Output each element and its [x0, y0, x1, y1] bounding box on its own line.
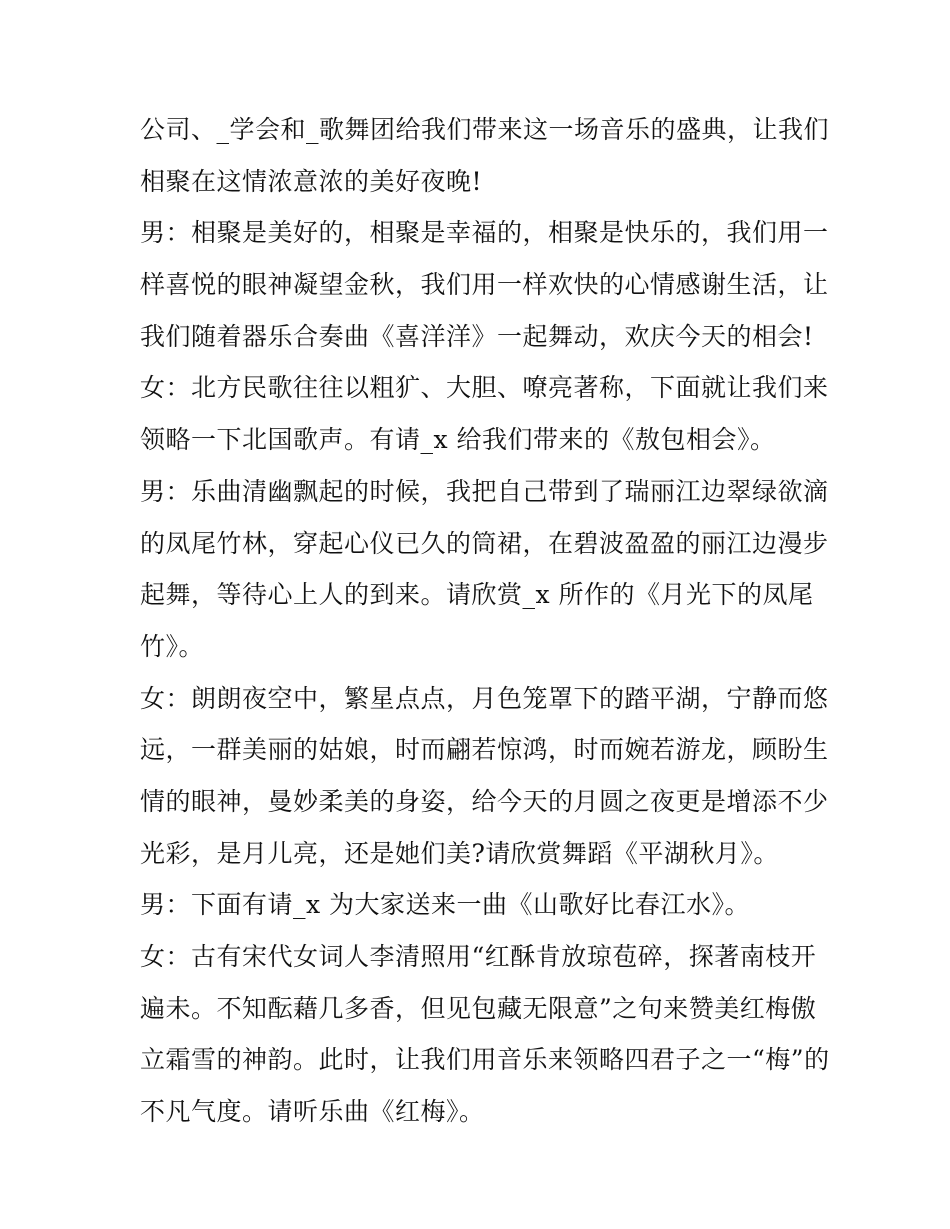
text-line: 立霜雪的神韵。此时，让我们用音乐来领略四君子之一“梅”的 — [140, 1045, 830, 1075]
text-line: 男：乐曲清幽飘起的时候，我把自己带到了瑞丽江边翠绿欲滴 — [140, 476, 829, 506]
text-line: 起舞，等待心上人的到来。请欣赏_x 所作的《月光下的凤尾 — [140, 580, 814, 610]
text-line: 竹》。 — [140, 631, 205, 661]
text-line: 的凤尾竹林，穿起心仪已久的筒裙，在碧波盈盈的丽江边漫步 — [140, 528, 829, 558]
text-line: 相聚在这情浓意浓的美好夜晚! — [140, 166, 483, 196]
text-line: 男：相聚是美好的，相聚是幸福的，相聚是快乐的，我们用一 — [140, 218, 829, 248]
text-line: 领略一下北国歌声。有请_x 给我们带来的《敖包相会》。 — [140, 425, 776, 455]
text-line: 不凡气度。请听乐曲《红梅》。 — [140, 1097, 485, 1127]
text-line: 情的眼神，曼妙柔美的身姿，给今天的月圆之夜更是增添不少 — [140, 786, 829, 816]
text-line: 遍未。不知酝藉几多香，但见包藏无限意”之句来赞美红梅傲 — [140, 993, 817, 1023]
text-line: 女：北方民歌往往以粗犷、大胆、嘹亮著称，下面就让我们来 — [140, 373, 829, 403]
text-line: 公司、_学会和_歌舞团给我们带来这一场音乐的盛典，让我们 — [140, 115, 830, 144]
text-line: 女：古有宋代女词人李清照用“红酥肯放琼苞碎，探著南枝开 — [140, 942, 817, 971]
text-line: 女：朗朗夜空中，繁星点点，月色笼罩下的踏平湖，宁静而悠 — [140, 683, 829, 713]
text-line: 样喜悦的眼神凝望金秋，我们用一样欢快的心情感谢生活，让 — [140, 270, 829, 300]
text-line: 远，一群美丽的姑娘，时而翩若惊鸿，时而婉若游龙，顾盼生 — [140, 735, 829, 765]
body-text — [140, 104, 830, 1138]
text-line: 我们随着器乐合奏曲《喜洋洋》一起舞动，欢庆今天的相会! — [140, 321, 814, 351]
text-line: 光彩，是月儿亮，还是她们美?请欣赏舞蹈《平湖秋月》。 — [140, 838, 779, 868]
text-line: 男：下面有请_x 为大家送来一曲《山歌好比春江水》。 — [140, 890, 751, 920]
